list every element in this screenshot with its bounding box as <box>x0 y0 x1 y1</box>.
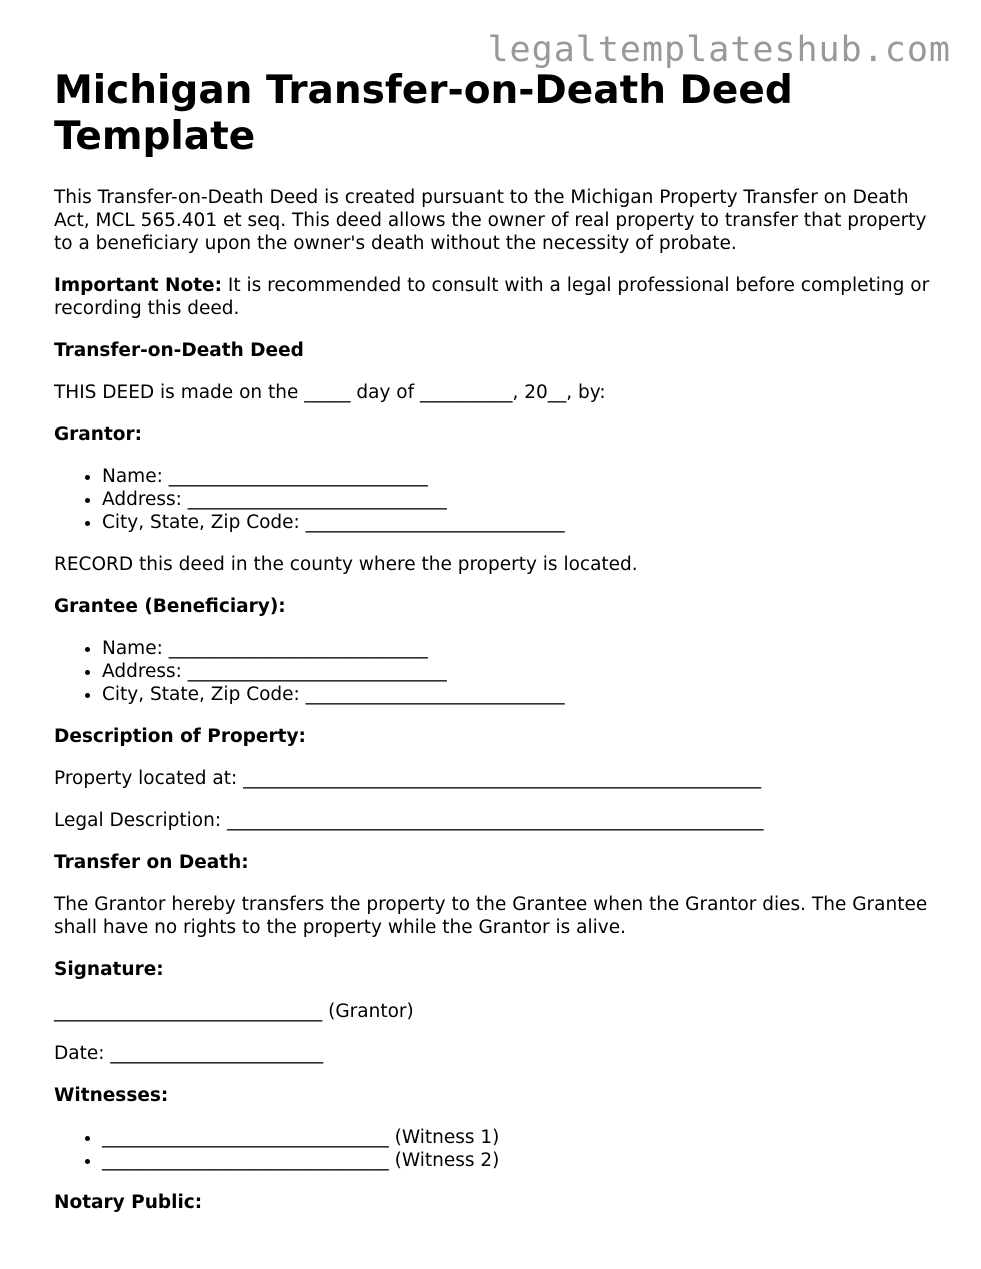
property-located-field: Property located at: ________________________________________________________ <box>54 768 762 789</box>
document-page <box>54 68 934 1214</box>
notary-heading: Notary Public: <box>54 1192 203 1213</box>
legal-description-field: Legal Description: __________________________________________________________ <box>54 810 764 831</box>
grantor-city-field: • City, State, Zip Code: ____________________________ <box>102 511 934 534</box>
watermark: legaltemplateshub.com <box>487 30 951 70</box>
witness-2-line: • _______________________________ (Witness 2) <box>102 1149 934 1172</box>
record-instruction: RECORD this deed in the county where the property is located. <box>54 554 638 575</box>
grantee-fields <box>54 637 934 706</box>
property-heading: Description of Property: <box>54 726 306 747</box>
grantor-signature-line: _____________________________ (Grantor) <box>54 1001 414 1022</box>
intro-paragraph: This Transfer-on-Death Deed is created pursuant to the Michigan Property Transfer on Death Act, MCL 565.401 et seq. This deed allows the owner of real property to transfer that property to a beneficiary upon the owner's death without the necessity of probate. <box>54 187 927 254</box>
grantor-address-field: • Address: ____________________________ <box>102 488 934 511</box>
signature-date-field: Date: _______________________ <box>54 1043 324 1064</box>
grantee-heading: Grantee (Beneficiary): <box>54 596 286 617</box>
page-title: Michigan Transfer-on-Death Deed Template <box>54 68 793 159</box>
important-note-label: Important Note: <box>54 275 222 296</box>
witness-1-line: • _______________________________ (Witness 1) <box>102 1126 934 1149</box>
deed-made-line: THIS DEED is made on the _____ day of __________, 20__, by: <box>54 382 606 403</box>
witness-list <box>54 1126 934 1172</box>
grantee-address-field: • Address: ____________________________ <box>102 660 934 683</box>
grantee-city-field: • City, State, Zip Code: ____________________________ <box>102 683 934 706</box>
signature-heading: Signature: <box>54 959 164 980</box>
important-note-text: It is recommended to consult with a legal professional before completing or recording this deed. <box>54 275 930 319</box>
transfer-text: The Grantor hereby transfers the property to the Grantee when the Grantor dies. The Grantee shall have no rights to the property while the Grantor is alive. <box>54 894 928 938</box>
transfer-heading: Transfer on Death: <box>54 852 249 873</box>
grantee-name-field: • Name: ____________________________ <box>102 637 934 660</box>
grantor-heading: Grantor: <box>54 424 143 445</box>
deed-heading: Transfer-on-Death Deed <box>54 340 304 361</box>
witnesses-heading: Witnesses: <box>54 1085 169 1106</box>
grantor-fields <box>54 465 934 534</box>
grantor-name-field: • Name: ____________________________ <box>102 465 934 488</box>
important-note <box>54 274 934 320</box>
